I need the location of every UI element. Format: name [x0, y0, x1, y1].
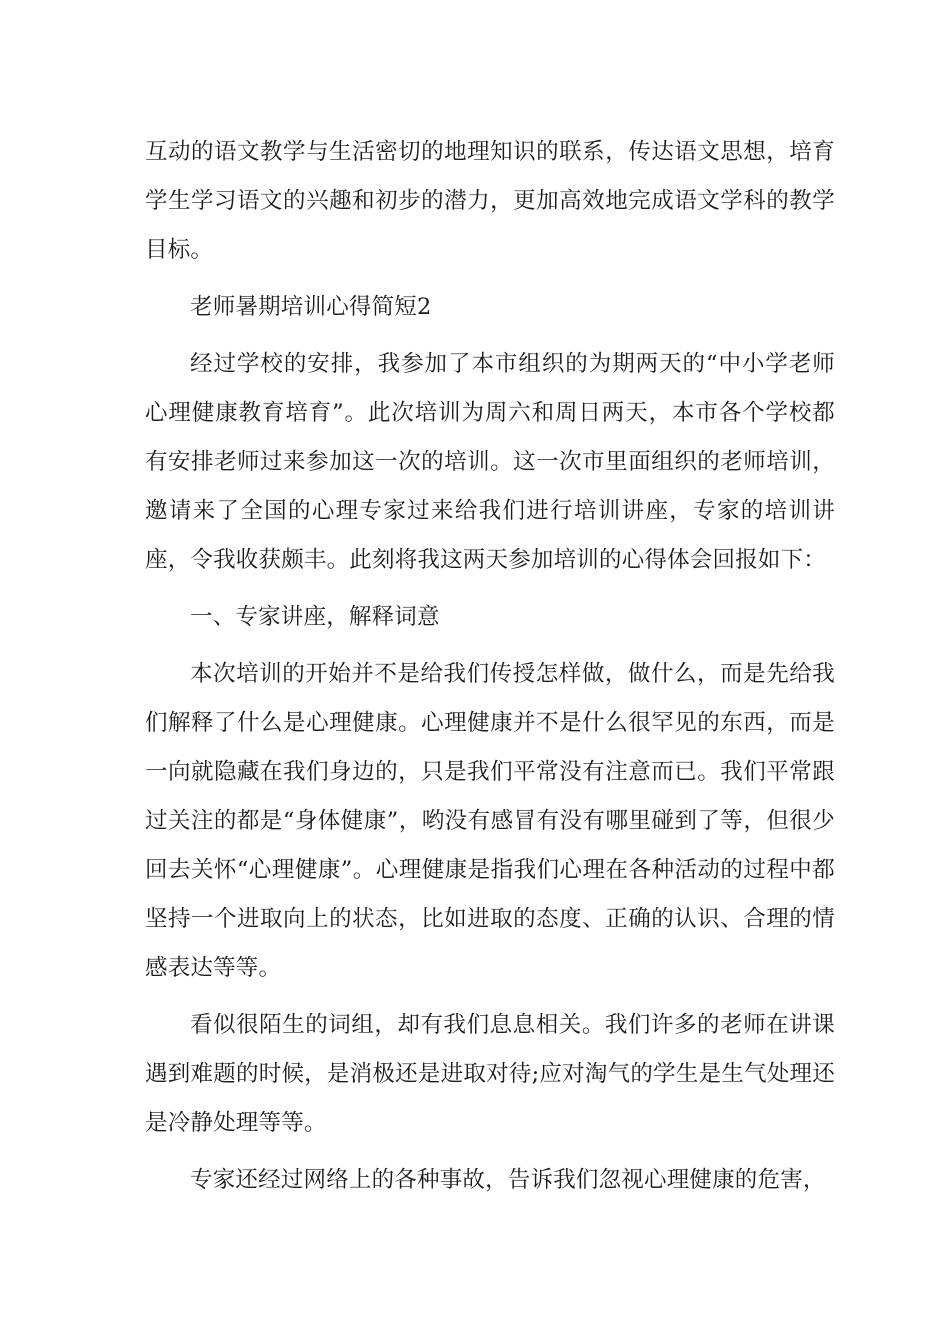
- paragraph-intro: 经过学校的安排，我参加了本市组织的为期两天的“中小学老师心理健康教育培育”。此次培训为周六和周日两天，本市各个学校都有安排老师过来参加这一次的培训。这一次市里面组织的老师培训，邀请来了全国的心理专家过来给我们进行培训讲座，专家的培训讲座，令我收获颇丰。此刻将我这两天参加培训的心得体会回报如下：: [145, 351, 835, 573]
- paragraph-relevance: 看似很陌生的词组，却有我们息息相关。我们许多的老师在讲课遇到难题的时候，是消极还是进取对待;应对淘气的学生是生气处理还是冷静处理等等。: [145, 1012, 835, 1136]
- paragraph-definition: 本次培训的开始并不是给我们传授怎样做，做什么，而是先给我们解释了什么是心理健康。心理健康并不是什么很罕见的东西，而是一向就隐藏在我们身边的，只是我们平常没有注意而已。我们平常跟过关注的都是“身体健康”，哟没有感冒有没有哪里碰到了等，但很少回去关怀“心理健康”。心理健康是指我们心理在各种活动的过程中都坚持一个进取向上的状态，比如进取的态度、正确的认识、合理的情感表达等等。: [145, 661, 835, 981]
- section-title: 老师暑期培训心得简短2: [190, 294, 432, 320]
- subsection-heading: 一、专家讲座，解释词意: [190, 604, 440, 630]
- paragraph-consequences: 专家还经过网络上的各种事故，告诉我们忽视心理健康的危害，: [190, 1167, 826, 1193]
- document-body: [145, 128, 835, 1213]
- paragraph-continuation: 互动的语文教学与生活密切的地理知识的联系，传达语文思想，培育学生学习语文的兴趣和初步的潜力，更加高效地完成语文学科的教学目标。: [145, 139, 835, 263]
